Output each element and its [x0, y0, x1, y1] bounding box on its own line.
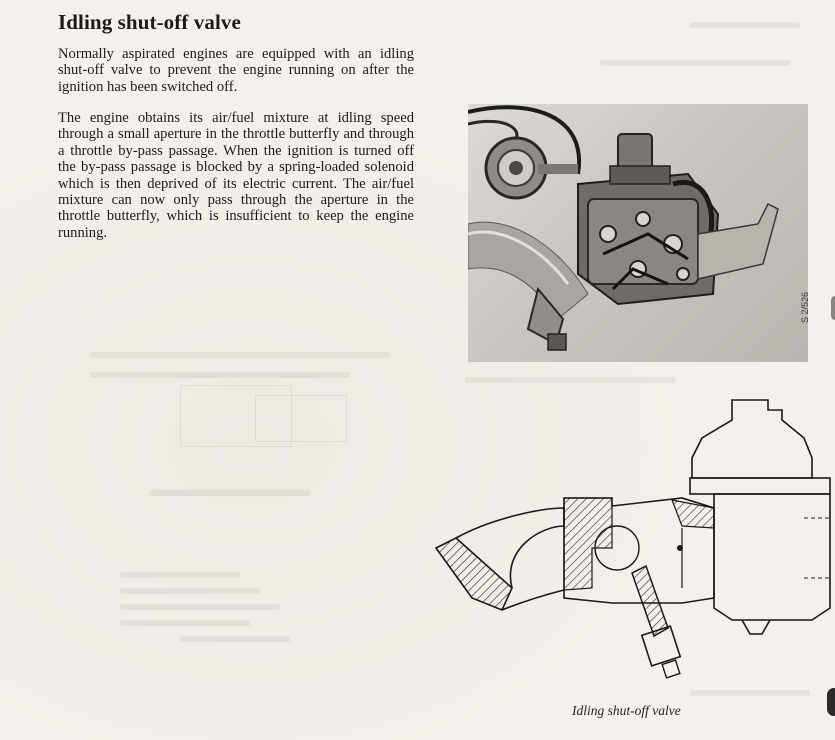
bleed-through-line — [150, 490, 310, 496]
page-title: Idling shut-off valve — [58, 10, 241, 34]
bleed-through-line — [690, 22, 800, 28]
page-edge-mark — [831, 296, 835, 320]
bleed-through-line — [690, 690, 810, 696]
bleed-through-line — [120, 588, 260, 594]
bleed-through-line — [90, 352, 390, 358]
bleed-through-line — [465, 377, 675, 383]
bleed-through-box — [255, 395, 347, 442]
page-edge-tab — [827, 688, 835, 716]
bleed-through-line — [600, 60, 790, 66]
bleed-through-line — [180, 636, 290, 642]
photo-reference-number: S 2/526 — [800, 291, 810, 323]
bleed-through-line — [120, 572, 240, 578]
figure-caption: Idling shut-off valve — [572, 703, 681, 718]
body-paragraph: The engine obtains its air/fuel mixture at idling speed through a small aperture in the throttle butterfly and through a throttle by-pass passage. When the ignition is turned off the by-pass passage is blocked by a spring-loaded solenoid which is then deprived of its electric current. The air/fuel mixture can now only pass through the aperture in the throttle butterfly, which is insufficient to keep the engine running. — [58, 110, 414, 241]
bleed-through-line — [90, 372, 350, 378]
bleed-through-line — [120, 604, 280, 610]
body-paragraph: Normally aspirated engines are equipped with an idling shut-off valve to prevent the engine running on after the ignition has been switched off. — [58, 46, 414, 95]
bleed-through-line — [120, 620, 250, 626]
cross-section-drawing — [432, 398, 832, 688]
throttle-housing-photo — [468, 104, 808, 362]
